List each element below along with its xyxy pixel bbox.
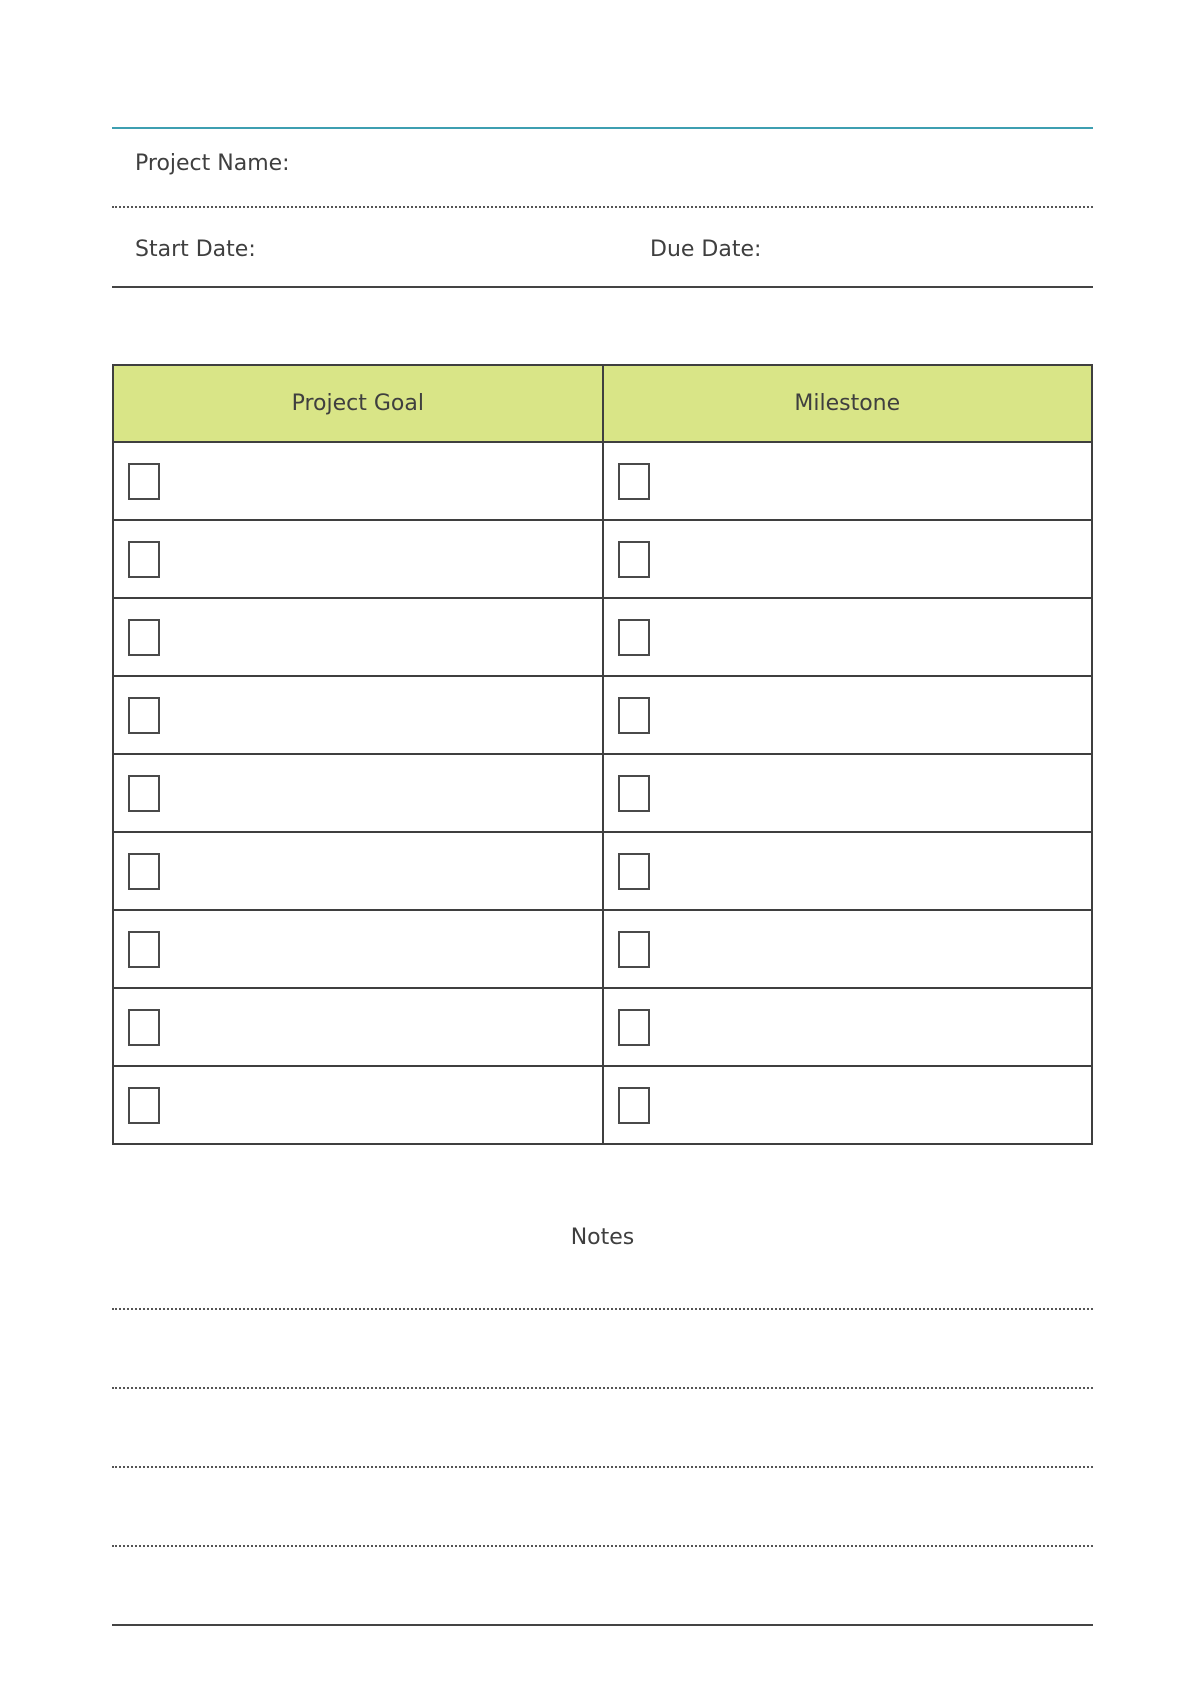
top-accent-line bbox=[112, 127, 1093, 129]
goal-cell[interactable] bbox=[113, 754, 603, 832]
milestone-cell[interactable] bbox=[603, 520, 1093, 598]
milestone-cell[interactable] bbox=[603, 598, 1093, 676]
table-row bbox=[113, 832, 1092, 910]
goal-cell[interactable] bbox=[113, 1066, 603, 1144]
table-row bbox=[113, 598, 1092, 676]
dates-bottom-line bbox=[112, 286, 1093, 288]
notes-bottom-line[interactable] bbox=[112, 1624, 1093, 1626]
due-date-label: Due Date: bbox=[650, 237, 762, 262]
milestone-cell[interactable] bbox=[603, 832, 1093, 910]
milestone-cell[interactable] bbox=[603, 1066, 1093, 1144]
milestone-checkbox[interactable] bbox=[618, 931, 650, 968]
goal-checkbox[interactable] bbox=[128, 1009, 160, 1046]
notes-title: Notes bbox=[570, 1225, 635, 1250]
notes-line[interactable] bbox=[112, 1466, 1093, 1468]
notes-line[interactable] bbox=[112, 1387, 1093, 1389]
project-goal-header: Project Goal bbox=[113, 365, 603, 442]
milestone-checkbox[interactable] bbox=[618, 1087, 650, 1124]
goals-milestones-table bbox=[112, 364, 1093, 1145]
table-row bbox=[113, 910, 1092, 988]
milestone-cell[interactable] bbox=[603, 442, 1093, 520]
goal-checkbox[interactable] bbox=[128, 619, 160, 656]
start-date-label: Start Date: bbox=[135, 237, 256, 262]
table-row bbox=[113, 988, 1092, 1066]
goal-cell[interactable] bbox=[113, 676, 603, 754]
table-row bbox=[113, 676, 1092, 754]
table-header-row bbox=[113, 365, 1092, 442]
milestone-checkbox[interactable] bbox=[618, 463, 650, 500]
milestone-checkbox[interactable] bbox=[618, 1009, 650, 1046]
notes-line[interactable] bbox=[112, 1308, 1093, 1310]
milestone-checkbox[interactable] bbox=[618, 541, 650, 578]
goal-cell[interactable] bbox=[113, 598, 603, 676]
milestone-cell[interactable] bbox=[603, 910, 1093, 988]
goal-checkbox[interactable] bbox=[128, 541, 160, 578]
goal-cell[interactable] bbox=[113, 832, 603, 910]
goal-checkbox[interactable] bbox=[128, 697, 160, 734]
milestone-checkbox[interactable] bbox=[618, 619, 650, 656]
table-row bbox=[113, 520, 1092, 598]
goal-cell[interactable] bbox=[113, 910, 603, 988]
table-row bbox=[113, 754, 1092, 832]
goal-checkbox[interactable] bbox=[128, 931, 160, 968]
project-name-label: Project Name: bbox=[135, 151, 290, 176]
goal-cell[interactable] bbox=[113, 442, 603, 520]
milestone-checkbox[interactable] bbox=[618, 853, 650, 890]
milestone-cell[interactable] bbox=[603, 754, 1093, 832]
goal-cell[interactable] bbox=[113, 988, 603, 1066]
table-row bbox=[113, 442, 1092, 520]
notes-line[interactable] bbox=[112, 1545, 1093, 1547]
goal-checkbox[interactable] bbox=[128, 1087, 160, 1124]
goal-checkbox[interactable] bbox=[128, 853, 160, 890]
table-body bbox=[113, 442, 1092, 1144]
milestone-checkbox[interactable] bbox=[618, 775, 650, 812]
table-row bbox=[113, 1066, 1092, 1144]
milestone-cell[interactable] bbox=[603, 676, 1093, 754]
project-name-line[interactable] bbox=[112, 206, 1093, 208]
milestone-checkbox[interactable] bbox=[618, 697, 650, 734]
milestone-header: Milestone bbox=[603, 365, 1093, 442]
goal-checkbox[interactable] bbox=[128, 463, 160, 500]
goal-checkbox[interactable] bbox=[128, 775, 160, 812]
goal-cell[interactable] bbox=[113, 520, 603, 598]
milestone-cell[interactable] bbox=[603, 988, 1093, 1066]
